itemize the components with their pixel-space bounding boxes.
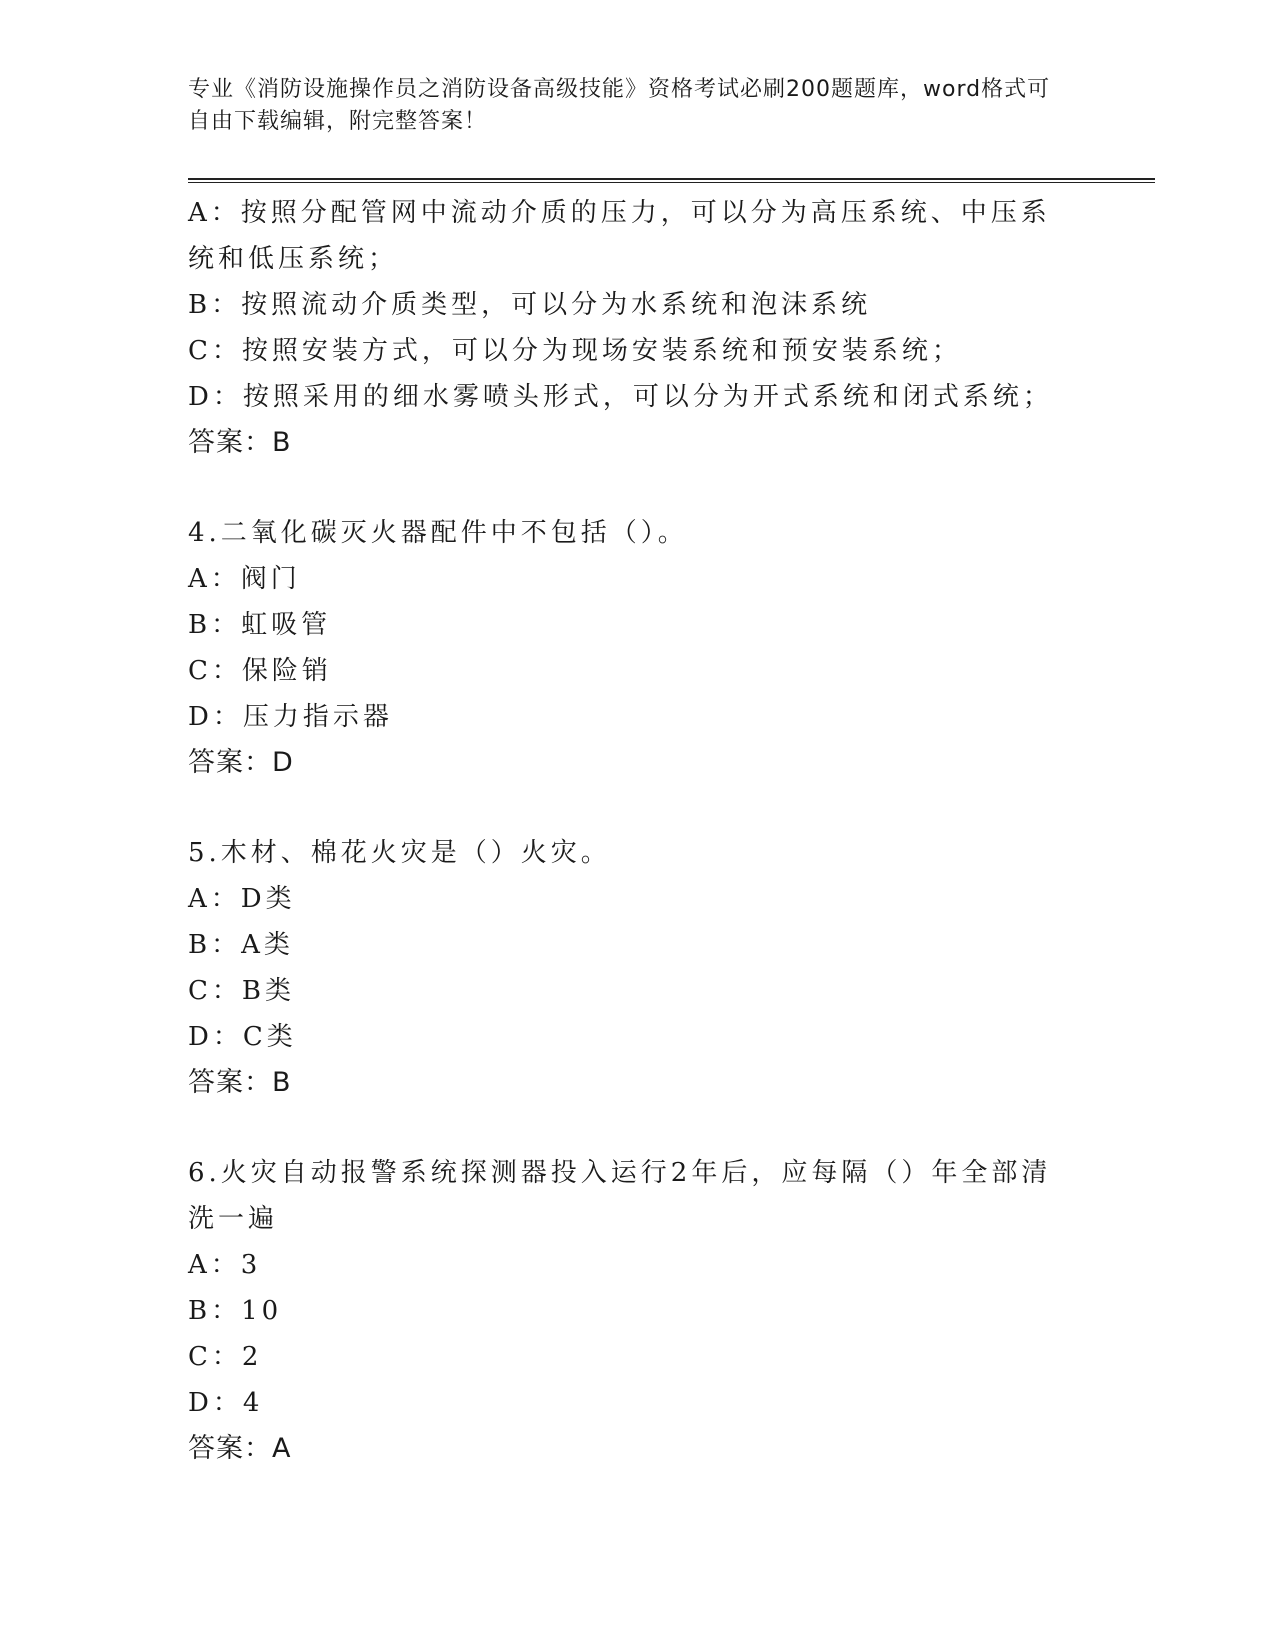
option-d: D：压力指示器 [188,702,393,732]
header-divider [188,178,1155,180]
question-5-block [188,830,1088,1106]
header-divider-thin [188,182,1155,183]
option-a: A：D类 [188,884,296,914]
question-4-block [188,510,1088,786]
spacer [188,786,1088,830]
question-stem: 4.二氧化碳灭火器配件中不包括（）。 [188,518,688,548]
option-a: A：3 [188,1250,262,1280]
option-d: D：按照采用的细水雾喷头形式，可以分为开式系统和闭式系统； [188,382,1053,412]
answer: 答案：A [188,1433,292,1464]
option-a: A：阀门 [188,564,301,594]
option-d: D：4 [188,1388,264,1418]
option-b: B：虹吸管 [188,610,332,640]
question-6-block [188,1150,1088,1472]
question-stem: 6.火灾自动报警系统探测器投入运行2年后，应每隔（）年全部清洗一遍 [188,1158,1052,1234]
question-3-block [188,190,1088,466]
option-b: B：10 [188,1296,283,1326]
question-list [188,190,1088,1472]
spacer [188,1106,1088,1150]
option-c: C：B类 [188,976,296,1006]
option-b: B：按照流动介质类型，可以分为水系统和泡沫系统 [188,290,872,320]
option-a: A：按照分配管网中流动介质的压力，可以分为高压系统、中压系统和低压系统； [188,198,1051,274]
answer: 答案：B [188,1067,292,1098]
option-d: D：C类 [188,1022,297,1052]
answer: 答案：D [188,747,294,778]
answer: 答案：B [188,427,292,458]
option-b: B：A类 [188,930,294,960]
document-header: 专业《消防设施操作员之消防设备高级技能》资格考试必刷200题题库，word格式可自由下载编辑，附完整答案！ [188,77,1051,134]
question-stem: 5.木材、棉花火灾是（）火灾。 [188,838,611,868]
spacer [188,466,1088,510]
option-c: C：2 [188,1342,263,1372]
option-c: C：按照安装方式，可以分为现场安装系统和预安装系统； [188,336,962,366]
option-c: C：保险销 [188,656,332,686]
